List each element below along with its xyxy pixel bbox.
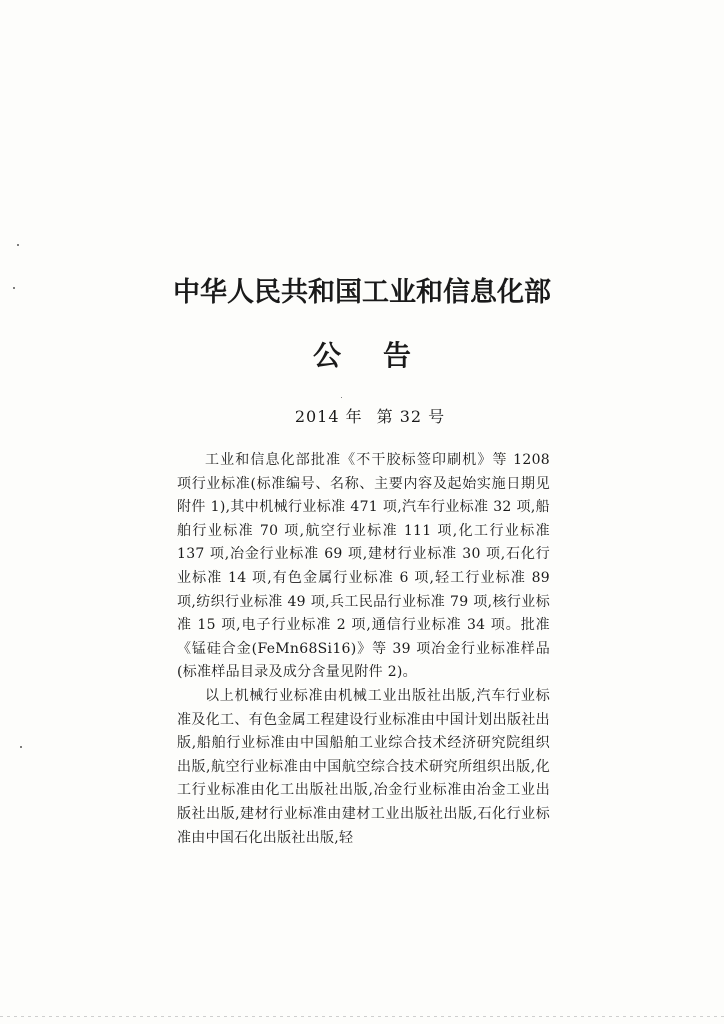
- issue-year: 2014 年: [294, 407, 363, 426]
- ministry-title: 中华人民共和国工业和信息化部: [173, 277, 551, 308]
- notice-char-2: 告: [383, 339, 412, 372]
- notice-body: [177, 449, 550, 850]
- issue-number: 第 32 号: [376, 407, 446, 426]
- paragraph-publishers: 以上机械行业标准由机械工业出版社出版,汽车行业标准及化工、有色金属工程建设行业标准由中国计划出版社出版,船舶行业标准由中国船舶工业综合技术经济研究院组织出版,航空行业标准由中国航空综合技术研究所组织出版,化工行业标准由化工出版社出版,冶金行业标准由冶金工业出版社出版,建材行业标准由建材工业出版社出版,石化行业标准由中国石化出版社出版,轻: [177, 687, 550, 846]
- notice-title: [0, 334, 724, 374]
- notice-char-1: 公: [312, 339, 341, 372]
- scan-speck: [20, 746, 22, 748]
- scan-speck: [17, 244, 19, 246]
- scan-speck: [13, 287, 15, 289]
- scan-speck: [341, 397, 342, 398]
- paragraph-standards-approval: 工业和信息化部批准《不干胶标签印刷机》等 1208 项行业标准(标准编号、名称、主要内容及起始实施日期见附件 1),其中机械行业标准 471 项,汽车行业标准 32 项,船舶行业标准 70 项,航空行业标准 111 项,化工行业标准 137 项,冶金行业标准 69 项,建材行业标准 30 项,石化行业标准 14 项,有色金属行业标准 6 项,轻工行业标准 89 项,纺织行业标准 49 项,兵工民品行业标准 79 项,核行业标准 15 项,电子行业标准 2 项,通信行业标准 34 项。批准《锰硅合金(FeMn68Si16)》等 39 项冶金行业标准样品(标准样品目录及成分含量见附件 2)。: [177, 452, 550, 681]
- scan-edge-line: [0, 1016, 724, 1017]
- issue-line: [0, 404, 724, 427]
